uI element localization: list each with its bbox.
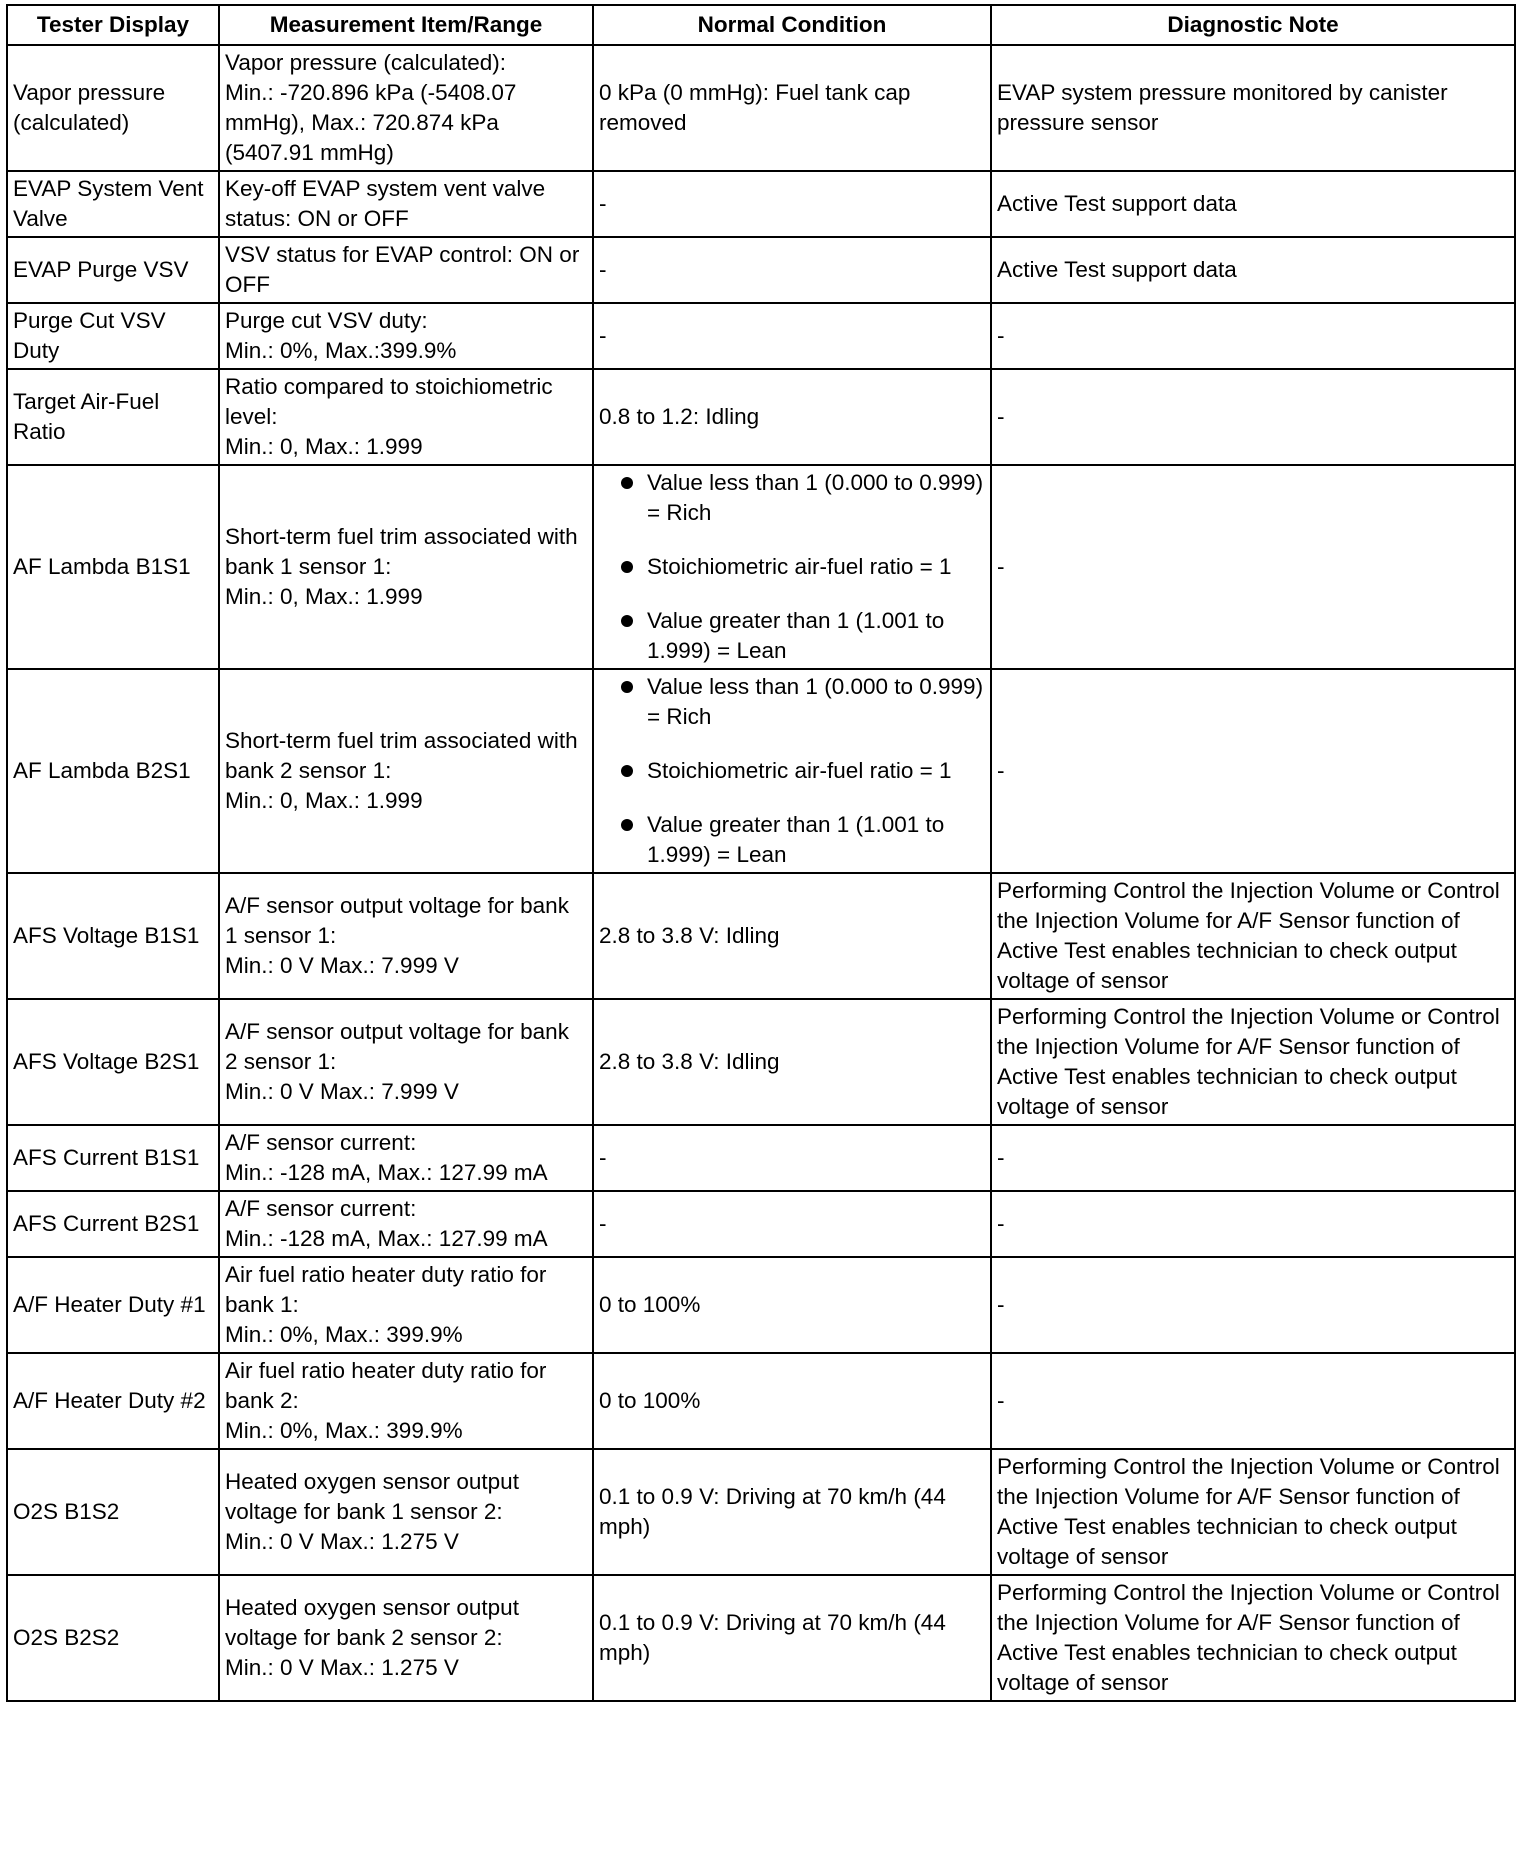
bullet-text: Stoichiometric air-fuel ratio = 1 xyxy=(647,758,952,783)
measurement-cell xyxy=(219,465,593,669)
measurement-line: Min.: 0 V Max.: 7.999 V xyxy=(225,1079,459,1104)
tester-display-cell: O2S B2S2 xyxy=(7,1575,219,1701)
normal-condition-cell: - xyxy=(593,1125,991,1191)
diagnostic-note-cell: - xyxy=(991,303,1515,369)
measurement-cell xyxy=(219,237,593,303)
diagnostic-note-cell: - xyxy=(991,465,1515,669)
diagnostic-note-cell: - xyxy=(991,1353,1515,1449)
normal-condition-cell: - xyxy=(593,171,991,237)
bullet-icon xyxy=(621,561,633,573)
table-row xyxy=(7,1449,1515,1575)
measurement-cell xyxy=(219,999,593,1125)
bullet-text: Value less than 1 (0.000 to 0.999) = Rich xyxy=(647,674,984,729)
measurement-cell xyxy=(219,171,593,237)
tester-display-cell: A/F Heater Duty #1 xyxy=(7,1257,219,1353)
normal-condition-cell: 2.8 to 3.8 V: Idling xyxy=(593,999,991,1125)
normal-condition-cell: 0.1 to 0.9 V: Driving at 70 km/h (44 mph) xyxy=(593,1449,991,1575)
tester-display-cell: AFS Voltage B2S1 xyxy=(7,999,219,1125)
tester-display-cell: EVAP Purge VSV xyxy=(7,237,219,303)
measurement-cell xyxy=(219,1191,593,1257)
diagnostic-note-cell: Performing Control the Injection Volume or Control the Injection Volume for A/F Sensor function of Active Test enables technician to check output voltage of sensor xyxy=(991,1449,1515,1575)
measurement-line: Min.: -720.896 kPa (-5408.07 mmHg), Max.: 720.874 kPa (5407.91 mmHg) xyxy=(225,80,517,165)
measurement-line: Min.: 0, Max.: 1.999 xyxy=(225,584,423,609)
table-row xyxy=(7,171,1515,237)
table-row xyxy=(7,1191,1515,1257)
header-row xyxy=(7,5,1515,45)
measurement-line: Min.: 0 V Max.: 1.275 V xyxy=(225,1655,459,1680)
list-item xyxy=(599,810,985,870)
normal-condition-cell: 0 to 100% xyxy=(593,1257,991,1353)
measurement-line: A/F sensor output voltage for bank 2 sensor 1: xyxy=(225,1019,569,1074)
tester-display-cell: AFS Current B2S1 xyxy=(7,1191,219,1257)
measurement-line: Purge cut VSV duty: xyxy=(225,308,428,333)
measurement-line: Min.: -128 mA, Max.: 127.99 mA xyxy=(225,1160,548,1185)
bullet-text: Value greater than 1 (1.001 to 1.999) = Lean xyxy=(647,608,945,663)
measurement-line: Air fuel ratio heater duty ratio for bank 2: xyxy=(225,1358,547,1413)
diagnostic-note-cell: - xyxy=(991,369,1515,465)
table-row xyxy=(7,873,1515,999)
measurement-line: Short-term fuel trim associated with bank 2 sensor 1: xyxy=(225,728,578,783)
list-item xyxy=(599,606,985,666)
measurement-cell xyxy=(219,873,593,999)
list-item xyxy=(599,672,985,732)
normal-condition-cell: 0.1 to 0.9 V: Driving at 70 km/h (44 mph) xyxy=(593,1575,991,1701)
bullet-icon xyxy=(621,615,633,627)
diagnostic-note-cell: Active Test support data xyxy=(991,171,1515,237)
diagnostic-note-cell: - xyxy=(991,1191,1515,1257)
measurement-line: Short-term fuel trim associated with bank 1 sensor 1: xyxy=(225,524,578,579)
diagnostic-note-cell: Performing Control the Injection Volume or Control the Injection Volume for A/F Sensor function of Active Test enables technician to check output voltage of sensor xyxy=(991,999,1515,1125)
measurement-cell xyxy=(219,669,593,873)
measurement-cell xyxy=(219,1575,593,1701)
measurement-cell xyxy=(219,1125,593,1191)
normal-condition-cell: - xyxy=(593,1191,991,1257)
measurement-line: Min.: 0, Max.: 1.999 xyxy=(225,788,423,813)
tester-display-cell: AFS Current B1S1 xyxy=(7,1125,219,1191)
tester-display-cell: AF Lambda B1S1 xyxy=(7,465,219,669)
bullet-icon xyxy=(621,477,633,489)
measurement-line: Air fuel ratio heater duty ratio for bank 1: xyxy=(225,1262,547,1317)
normal-condition-cell xyxy=(593,669,991,873)
measurement-line: Min.: -128 mA, Max.: 127.99 mA xyxy=(225,1226,548,1251)
measurement-line: Min.: 0 V Max.: 1.275 V xyxy=(225,1529,459,1554)
measurement-cell xyxy=(219,369,593,465)
normal-condition-cell: - xyxy=(593,237,991,303)
header-diagnostic-note: Diagnostic Note xyxy=(991,5,1515,45)
tester-display-cell: AF Lambda B2S1 xyxy=(7,669,219,873)
table-header xyxy=(7,5,1515,45)
measurement-cell xyxy=(219,1353,593,1449)
diagnostic-note-cell: Active Test support data xyxy=(991,237,1515,303)
diagnostic-note-cell: - xyxy=(991,1125,1515,1191)
measurement-line: Key-off EVAP system vent valve status: ON or OFF xyxy=(225,176,546,231)
table-row xyxy=(7,1257,1515,1353)
table-row xyxy=(7,237,1515,303)
data-list-table xyxy=(6,4,1516,1702)
measurement-line: A/F sensor current: xyxy=(225,1196,417,1221)
measurement-line: Heated oxygen sensor output voltage for bank 1 sensor 2: xyxy=(225,1469,519,1524)
normal-condition-cell: 0 kPa (0 mmHg): Fuel tank cap removed xyxy=(593,45,991,171)
table-row xyxy=(7,465,1515,669)
measurement-cell xyxy=(219,303,593,369)
table-row xyxy=(7,669,1515,873)
normal-condition-cell: 0.8 to 1.2: Idling xyxy=(593,369,991,465)
table-body xyxy=(7,45,1515,1701)
bullet-text: Stoichiometric air-fuel ratio = 1 xyxy=(647,554,952,579)
table-row xyxy=(7,1353,1515,1449)
tester-display-cell: Purge Cut VSV Duty xyxy=(7,303,219,369)
diagnostic-note-cell: EVAP system pressure monitored by canister pressure sensor xyxy=(991,45,1515,171)
table-row xyxy=(7,303,1515,369)
measurement-line: Min.: 0%, Max.: 399.9% xyxy=(225,1418,463,1443)
diagnostic-note-cell: - xyxy=(991,669,1515,873)
measurement-line: Min.: 0, Max.: 1.999 xyxy=(225,434,423,459)
normal-condition-cell: 2.8 to 3.8 V: Idling xyxy=(593,873,991,999)
measurement-line: Min.: 0%, Max.: 399.9% xyxy=(225,1322,463,1347)
normal-condition-list xyxy=(599,468,985,666)
table-row xyxy=(7,1125,1515,1191)
normal-condition-cell: 0 to 100% xyxy=(593,1353,991,1449)
tester-display-cell: O2S B1S2 xyxy=(7,1449,219,1575)
bullet-text: Value less than 1 (0.000 to 0.999) = Rich xyxy=(647,470,984,525)
table-row xyxy=(7,1575,1515,1701)
measurement-line: Ratio compared to stoichiometric level: xyxy=(225,374,553,429)
measurement-line: A/F sensor current: xyxy=(225,1130,417,1155)
list-item xyxy=(599,552,985,582)
list-item xyxy=(599,756,985,786)
tester-display-cell: EVAP System Vent Valve xyxy=(7,171,219,237)
diagnostic-note-cell: - xyxy=(991,1257,1515,1353)
bullet-text: Value greater than 1 (1.001 to 1.999) = Lean xyxy=(647,812,945,867)
bullet-icon xyxy=(621,681,633,693)
measurement-line: Vapor pressure (calculated): xyxy=(225,50,506,75)
measurement-cell xyxy=(219,1257,593,1353)
measurement-line: VSV status for EVAP control: ON or OFF xyxy=(225,242,580,297)
normal-condition-cell: - xyxy=(593,303,991,369)
bullet-icon xyxy=(621,819,633,831)
header-measurement-item: Measurement Item/Range xyxy=(219,5,593,45)
tester-display-cell: AFS Voltage B1S1 xyxy=(7,873,219,999)
table-row xyxy=(7,999,1515,1125)
normal-condition-cell xyxy=(593,465,991,669)
measurement-cell xyxy=(219,1449,593,1575)
table-row xyxy=(7,45,1515,171)
bullet-icon xyxy=(621,765,633,777)
header-normal-condition: Normal Condition xyxy=(593,5,991,45)
measurement-line: Min.: 0%, Max.:399.9% xyxy=(225,338,457,363)
list-item xyxy=(599,468,985,528)
measurement-line: Heated oxygen sensor output voltage for bank 2 sensor 2: xyxy=(225,1595,519,1650)
measurement-line: Min.: 0 V Max.: 7.999 V xyxy=(225,953,459,978)
table-row xyxy=(7,369,1515,465)
normal-condition-list xyxy=(599,672,985,870)
diagnostic-note-cell: Performing Control the Injection Volume or Control the Injection Volume for A/F Sensor function of Active Test enables technician to check output voltage of sensor xyxy=(991,873,1515,999)
measurement-cell xyxy=(219,45,593,171)
measurement-line: A/F sensor output voltage for bank 1 sensor 1: xyxy=(225,893,569,948)
tester-display-cell: A/F Heater Duty #2 xyxy=(7,1353,219,1449)
header-tester-display: Tester Display xyxy=(7,5,219,45)
diagnostic-note-cell: Performing Control the Injection Volume or Control the Injection Volume for A/F Sensor function of Active Test enables technician to check output voltage of sensor xyxy=(991,1575,1515,1701)
tester-display-cell: Target Air-Fuel Ratio xyxy=(7,369,219,465)
tester-display-cell: Vapor pressure (calculated) xyxy=(7,45,219,171)
